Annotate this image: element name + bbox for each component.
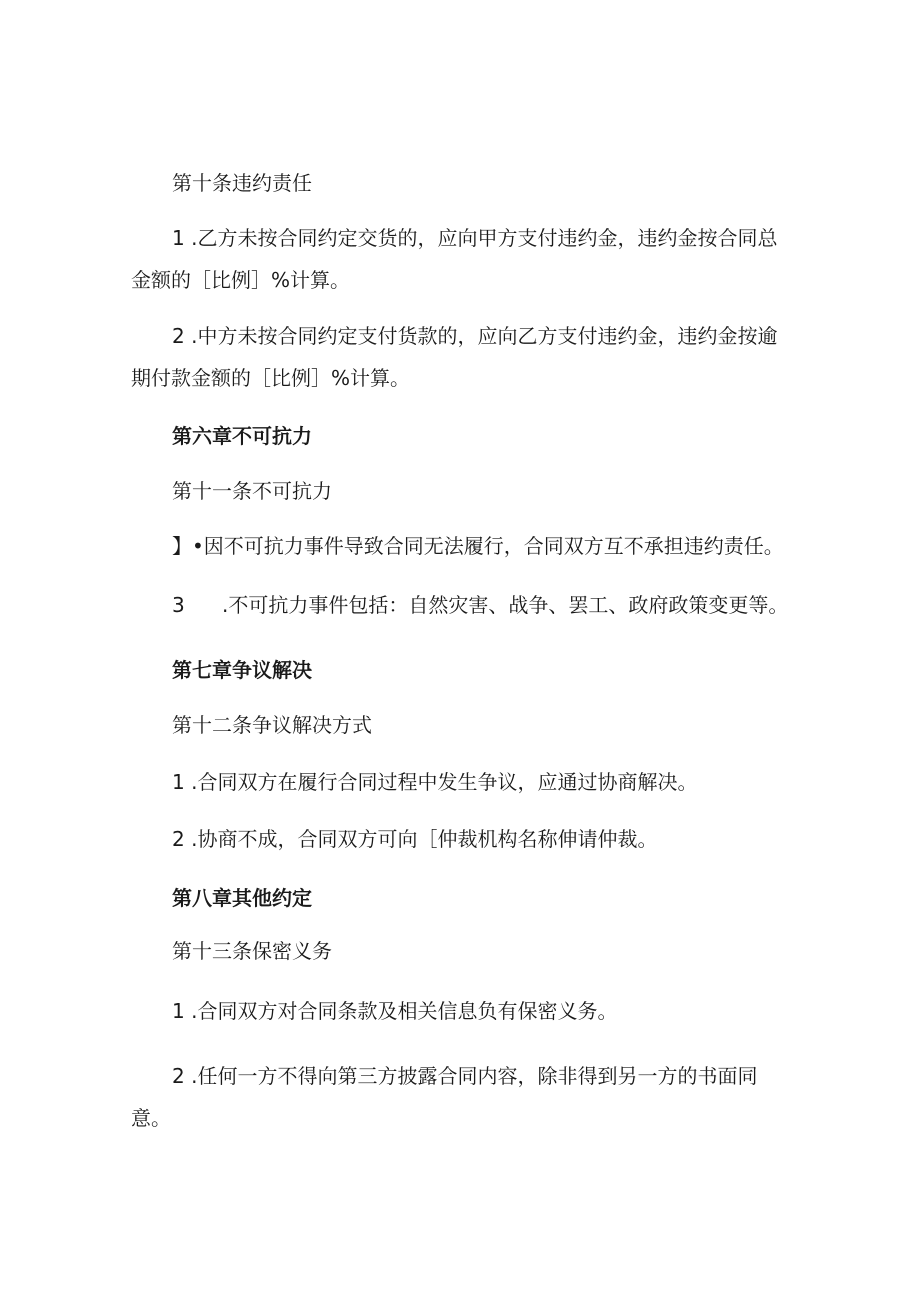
article-10-title: 第十条违约责任 <box>172 171 312 195</box>
article-13-item-2-line-1: 2 .任何一方不得向第三方披露合同内容，除非得到另一方的书面同 <box>172 1064 758 1088</box>
chapter-8-title: 第八章其他约定 <box>172 886 312 910</box>
article-11-title: 第十一条不可抗力 <box>172 479 332 503</box>
article-13-item-1: 1 .合同双方对合同条款及相关信息负有保密义务。 <box>172 999 618 1023</box>
article-13-item-2-line-2: 意。 <box>131 1106 171 1130</box>
article-11-item-3-number: 3 <box>172 593 185 617</box>
article-10-item-1-line-1: 1 .乙方未按合同约定交货的，应向甲方支付违约金，违约金按合同总 <box>172 226 778 250</box>
chapter-7-title: 第七章争议解决 <box>172 658 312 682</box>
article-13-title: 第十三条保密义务 <box>172 939 332 963</box>
article-11-item-3-text: .不可抗力事件包括：自然灾害、战争、罢工、政府政策变更等。 <box>222 593 789 617</box>
chapter-6-title: 第六章不可抗力 <box>172 424 312 448</box>
article-10-item-2-line-1: 2 .中方未按合同约定支付货款的，应向乙方支付违约金，违约金按逾 <box>172 324 778 348</box>
article-12-item-1: 1 .合同双方在履行合同过程中发生争议，应通过协商解决。 <box>172 770 698 794</box>
article-12-title: 第十二条争议解决方式 <box>172 713 372 737</box>
article-10-item-2-line-2: 期付款金额的［比例］%计算。 <box>131 366 411 390</box>
article-12-item-2: 2 .协商不成，合同双方可向［仲裁机构名称伸请仲裁。 <box>172 827 658 851</box>
article-10-item-1-line-2: 金额的［比例］%计算。 <box>131 268 351 292</box>
article-11-item-1: 】•因不可抗力事件导致合同无法履行，合同双方互不承担违约责任。 <box>172 534 784 558</box>
